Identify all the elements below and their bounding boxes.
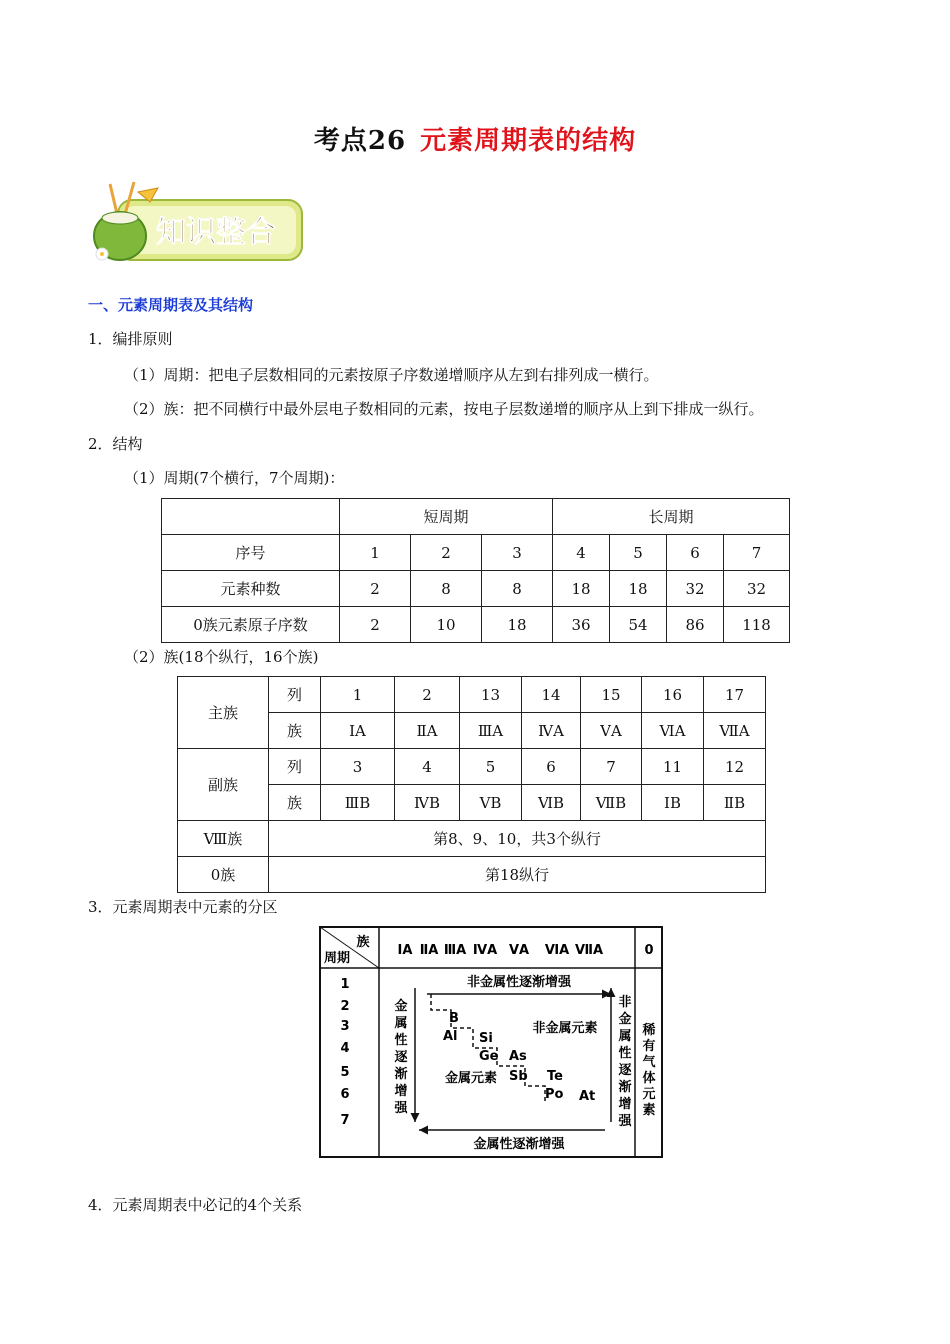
left-arrow-label-char: 增	[394, 1084, 408, 1099]
title-main: 元素周期表的结构	[420, 126, 637, 156]
table-cell: 1	[340, 535, 411, 571]
heading-arrangement-principles: 1．编排原则	[88, 330, 173, 348]
zone-diagram	[319, 926, 663, 1158]
table-cell: ⅤA	[581, 713, 642, 749]
table-cell: ⅦA	[704, 713, 766, 749]
noble-gas-label-char: 稀	[642, 1023, 656, 1038]
corner-period: 周期	[323, 951, 351, 966]
heading-relations: 4．元素周期表中必记的4个关系	[88, 1196, 303, 1214]
left-arrow-label-char: 属	[394, 1016, 408, 1031]
group-label: ⅤA	[508, 943, 530, 958]
heading-zones: 3．元素周期表中元素的分区	[88, 898, 278, 916]
group-table	[177, 676, 766, 893]
table-cell: 10	[411, 607, 482, 643]
rule-group: （2）族：把不同横行中最外层电子数相同的元素，按电子层数递增的顺序从上到下排成一纵行。	[124, 400, 764, 418]
section-heading: 一、元素周期表及其结构	[88, 296, 254, 314]
table-cell: 32	[724, 571, 790, 607]
element-label: Sb	[509, 1069, 528, 1084]
element-label: As	[509, 1049, 527, 1064]
period-label: 7	[340, 1113, 350, 1128]
zero-group-text: 第18纵行	[269, 857, 766, 893]
table-cell: ⅠB	[642, 785, 704, 821]
period-label: 2	[340, 999, 350, 1014]
period-label: 3	[340, 1019, 350, 1034]
table-cell: 5	[460, 749, 522, 785]
table-cell: 1	[321, 677, 395, 713]
period-label: 5	[340, 1065, 350, 1080]
zero-group-label: 0族	[178, 857, 269, 893]
table-cell: 6	[667, 535, 724, 571]
table-cell: ⅥA	[642, 713, 704, 749]
main-group-label: 主族	[178, 677, 269, 749]
table-row	[162, 607, 790, 643]
element-label: Al	[443, 1029, 458, 1044]
group-label: ⅠA	[397, 943, 413, 958]
right-arrow-label-char: 金	[618, 1012, 632, 1027]
table-cell: 18	[610, 571, 667, 607]
noble-gas-label-char: 有	[642, 1039, 656, 1054]
table-cell: 36	[553, 607, 610, 643]
zero-group: 0	[644, 943, 654, 958]
table-cell: ⅤB	[460, 785, 522, 821]
noble-gas-label-char: 素	[642, 1103, 656, 1118]
left-arrow-label-char: 逐	[394, 1050, 408, 1065]
group-label: ⅥA	[544, 943, 570, 958]
table-cell: 86	[667, 607, 724, 643]
groups-caption: （2）族(18个纵行，16个族)	[124, 648, 319, 666]
right-arrow-label-char: 渐	[618, 1080, 632, 1095]
table-cell: 12	[704, 749, 766, 785]
table-row	[162, 535, 790, 571]
table-cell: ⅢA	[460, 713, 522, 749]
table-cell: 18	[482, 607, 553, 643]
table-cell: 3	[321, 749, 395, 785]
period-label: 4	[340, 1041, 350, 1056]
row-label: 序号	[162, 535, 340, 571]
group-label: ⅢA	[443, 943, 467, 958]
group-label: ⅣA	[472, 943, 498, 958]
table-cell: 2	[340, 607, 411, 643]
table-cell: ⅢB	[321, 785, 395, 821]
heading-structure: 2．结构	[88, 435, 143, 453]
banner-text: 知识整合	[156, 215, 276, 250]
group-label: 族	[269, 785, 321, 821]
group-label: 族	[269, 713, 321, 749]
element-label: Te	[547, 1069, 563, 1084]
noble-gas-label-char: 体	[642, 1071, 656, 1086]
period-table	[161, 498, 790, 643]
table-cell: ⅡB	[704, 785, 766, 821]
element-label: Po	[545, 1087, 564, 1102]
table-cell: 7	[581, 749, 642, 785]
table-cell: 8	[482, 571, 553, 607]
element-label: B	[449, 1011, 459, 1026]
table-cell: 118	[724, 607, 790, 643]
viii-group-label: Ⅷ族	[178, 821, 269, 857]
table-cell: 14	[522, 677, 581, 713]
col-label: 列	[269, 677, 321, 713]
table-cell: 2	[395, 677, 460, 713]
page-title	[0, 120, 950, 157]
col-label: 列	[269, 749, 321, 785]
bottom-arrow-label: 金属性逐渐增强	[473, 1137, 565, 1152]
right-arrow-label-char: 增	[618, 1097, 632, 1112]
table-cell: 2	[340, 571, 411, 607]
rule-period: （1）周期：把电子层数相同的元素按原子序数递增顺序从左到右排列成一横行。	[124, 366, 659, 384]
table-cell: 6	[522, 749, 581, 785]
metal-zone-label: 金属元素	[444, 1071, 498, 1086]
long-period-header: 长周期	[553, 499, 790, 535]
period-label: 6	[340, 1087, 350, 1102]
element-label: At	[579, 1089, 596, 1104]
sub-group-label: 副族	[178, 749, 269, 821]
right-arrow-label-char: 非	[618, 995, 632, 1010]
left-arrow-label-char: 性	[394, 1033, 408, 1048]
left-arrow-label-char: 强	[394, 1101, 408, 1116]
right-arrow-label-char: 属	[618, 1029, 632, 1044]
table-cell: 4	[395, 749, 460, 785]
right-arrow-label-char: 性	[618, 1046, 632, 1061]
left-arrow-label-char: 金	[394, 999, 408, 1014]
table-cell: ⅡA	[395, 713, 460, 749]
viii-group-text: 第8、9、10，共3个纵行	[269, 821, 766, 857]
table-cell: ⅣA	[522, 713, 581, 749]
table-cell: 5	[610, 535, 667, 571]
corner-group: 族	[356, 935, 370, 950]
table-cell: 32	[667, 571, 724, 607]
table-cell: 3	[482, 535, 553, 571]
table-cell: 13	[460, 677, 522, 713]
blank-header-cell	[162, 499, 340, 535]
noble-gas-label-char: 气	[642, 1055, 656, 1070]
table-cell: ⅦB	[581, 785, 642, 821]
group-label: ⅦA	[574, 943, 604, 958]
short-period-header: 短周期	[340, 499, 553, 535]
table-row	[162, 571, 790, 607]
table-cell: ⅠA	[321, 713, 395, 749]
table-cell: 17	[704, 677, 766, 713]
period-label: 1	[340, 977, 350, 992]
table-cell: 15	[581, 677, 642, 713]
row-label: 元素种数	[162, 571, 340, 607]
table-cell: ⅥB	[522, 785, 581, 821]
table-cell: 4	[553, 535, 610, 571]
noble-gas-label-char: 元	[642, 1087, 656, 1102]
left-arrow-label-char: 渐	[394, 1067, 408, 1082]
knowledge-banner	[88, 178, 306, 268]
right-arrow-label-char: 强	[618, 1114, 632, 1129]
right-arrow-label-char: 逐	[618, 1063, 632, 1078]
top-arrow-label: 非金属性逐渐增强	[466, 975, 572, 990]
table-cell: 7	[724, 535, 790, 571]
row-label: 0族元素原子序数	[162, 607, 340, 643]
table-cell: 11	[642, 749, 704, 785]
element-label: Si	[479, 1031, 493, 1046]
table-cell: 16	[642, 677, 704, 713]
group-label: ⅡA	[419, 943, 439, 958]
periods-caption: （1）周期(7个横行，7个周期)：	[124, 469, 345, 487]
title-prefix: 考点26	[313, 126, 407, 156]
table-cell: 8	[411, 571, 482, 607]
element-label: Ge	[479, 1049, 499, 1064]
nonmetal-zone-label: 非金属元素	[532, 1021, 598, 1036]
table-cell: 54	[610, 607, 667, 643]
left-arrow-label	[393, 998, 408, 1116]
table-cell: ⅣB	[395, 785, 460, 821]
table-cell: 2	[411, 535, 482, 571]
table-cell: 18	[553, 571, 610, 607]
